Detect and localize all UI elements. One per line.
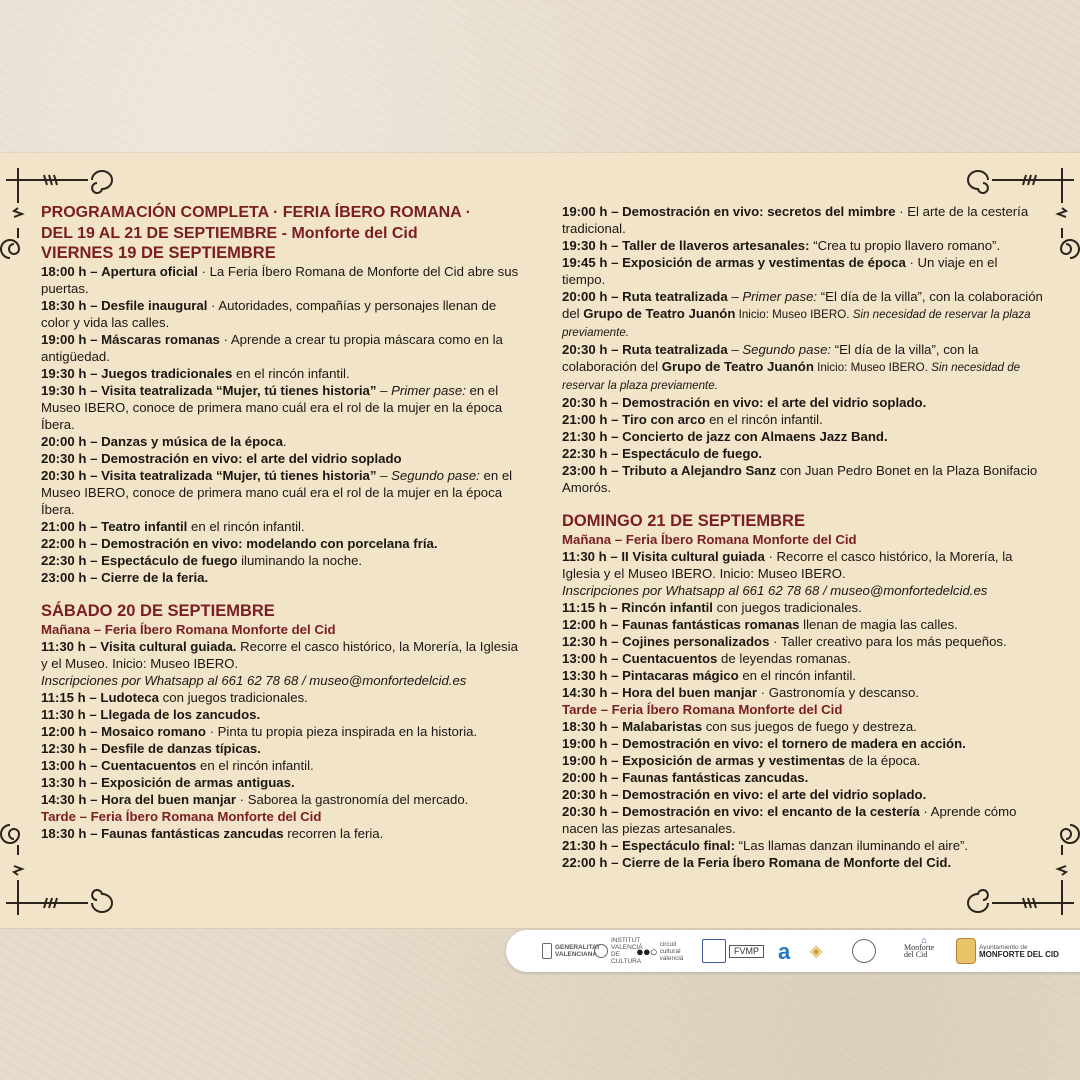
item-title: Ruta teatralizada	[622, 342, 728, 357]
item-title: Danzas y música de la época	[101, 434, 283, 449]
schedule-item	[41, 382, 519, 433]
item-title: Exposición de armas antiguas.	[101, 775, 295, 790]
item-description: con sus juegos de fuego y destreza.	[702, 719, 917, 734]
item-title: Demostración en vivo: el tornero de madera en acción.	[622, 736, 966, 751]
item-title: Demostración en vivo: el arte del vidrio soplado	[101, 451, 402, 466]
generalitat-icon	[542, 943, 552, 959]
item-time: 23:00 h –	[562, 463, 619, 478]
item-title: Desfile de danzas típicas.	[101, 741, 261, 756]
item-time: 20:00 h –	[562, 770, 619, 785]
item-small: Inicio: Museo IBERO.	[813, 361, 932, 374]
sabado-tarde-list	[41, 825, 519, 842]
item-description: · Un viaje en el tiempo.	[562, 255, 998, 287]
item-description-2: “El día de la villa”, con la colaboración del	[562, 342, 979, 374]
item-title: Cierre de la feria.	[101, 570, 209, 585]
schedule-item	[562, 445, 1044, 462]
schedule-item	[562, 341, 1044, 394]
item-description: · Aprende a crear tu propia máscara como en la antigüedad.	[41, 332, 503, 364]
diamond-icon: ◈	[810, 942, 823, 960]
schedule-item	[41, 740, 519, 757]
schedule-item	[41, 518, 519, 535]
item-description: con juegos tradicionales.	[159, 690, 308, 705]
item-time: 22:00 h –	[41, 536, 98, 551]
item-title: Juegos tradicionales	[101, 366, 233, 381]
item-title: Concierto de jazz con Almaens Jazz Band.	[622, 429, 888, 444]
item-title: Demostración en vivo: modelando con porcelana fría.	[101, 536, 438, 551]
item-time: 12:00 h –	[562, 617, 619, 632]
title-line-2: DEL 19 AL 21 DE SEPTIEMBRE - Monforte del Cid	[41, 225, 418, 242]
coat-of-arms-icon	[956, 938, 976, 964]
ayuntamiento-logo	[956, 937, 1066, 965]
item-time: 19:00 h –	[562, 204, 619, 219]
item-time: 19:45 h –	[562, 255, 619, 270]
schedule-item	[562, 854, 1044, 871]
item-title: Espectáculo de fuego.	[622, 446, 763, 461]
viernes-list	[41, 263, 519, 586]
item-time: 22:30 h –	[562, 446, 619, 461]
item-description: recorren la feria.	[283, 826, 384, 841]
item-time: 19:00 h –	[41, 332, 98, 347]
item-title-2: Grupo de Teatro Juanón	[583, 306, 736, 321]
circuit-logo	[636, 937, 696, 965]
item-title: Llegada de los zancudos.	[100, 707, 261, 722]
item-title: Faunas fantásticas zancudas	[101, 826, 284, 841]
item-note: Segundo pase:	[742, 342, 832, 357]
item-title: Visita cultural guiada.	[100, 639, 237, 654]
item-time: 12:30 h –	[41, 741, 98, 756]
item-time: 19:00 h –	[562, 753, 619, 768]
item-time: 13:00 h –	[41, 758, 98, 773]
item-description: –	[727, 342, 743, 357]
item-time: 20:30 h –	[562, 395, 619, 410]
schedule-item	[562, 667, 1044, 684]
ayuntamiento-text	[979, 944, 1059, 958]
day-heading-viernes: VIERNES 19 DE SEPTIEMBRE	[41, 244, 276, 262]
item-title: Faunas fantásticas zancudas.	[622, 770, 809, 785]
schedule-item	[562, 752, 1044, 769]
item-description: · Pinta tu propia pieza inspirada en la historia.	[205, 724, 478, 739]
item-description-2: “El día de la villa”, con la colaboración del	[562, 289, 1043, 321]
item-description: llenan de magia las calles.	[799, 617, 958, 632]
item-time: 20:30 h –	[41, 451, 98, 466]
schedule-item	[41, 774, 519, 791]
item-title: Cuentacuentos	[101, 758, 197, 773]
schedule-item	[562, 633, 1044, 650]
item-time: 20:30 h –	[562, 342, 619, 357]
schedule-item	[562, 735, 1044, 752]
item-time: 19:30 h –	[562, 238, 619, 253]
item-description: en el rincón infantil.	[187, 519, 305, 534]
item-title: Visita teatralizada “Mujer, tú tienes historia”	[101, 468, 377, 483]
schedule-item	[562, 394, 1044, 411]
item-time: 23:00 h –	[41, 570, 98, 585]
item-time: 11:30 h –	[41, 707, 97, 722]
item-note: – Segundo pase:	[376, 468, 480, 483]
schedule-item	[562, 684, 1044, 701]
item-title: Hora del buen manjar	[101, 792, 236, 807]
seal-logo	[852, 937, 892, 965]
item-time: 21:30 h –	[562, 429, 619, 444]
item-description: · Gastronomía y descanso.	[756, 685, 919, 700]
sabado-manana-list	[41, 638, 519, 808]
schedule-item	[562, 548, 1044, 582]
sabado-cont-list	[562, 203, 1044, 496]
schedule-item	[562, 288, 1044, 341]
item-registration-note: Inscripciones por Whatsapp al 661 62 78 68 / museo@monfortedelcid.es	[41, 673, 467, 688]
item-title: Exposición de armas y vestimentas	[622, 753, 845, 768]
item-time: 19:30 h –	[41, 366, 98, 381]
item-description: · El arte de la cestería tradicional.	[562, 204, 1029, 236]
item-title: Demostración en vivo: secretos del mimbre	[622, 204, 896, 219]
schedule-item	[562, 803, 1044, 837]
item-title-2: Grupo de Teatro Juanón	[661, 359, 814, 374]
item-time: 19:00 h –	[562, 736, 619, 751]
item-time: 14:30 h –	[562, 685, 619, 700]
item-description-2: en el Museo IBERO, conoce de primera mano cuál era el rol de la mujer en la época Íbera.	[41, 383, 503, 432]
schedule-item	[41, 723, 519, 740]
day-heading-domingo: DOMINGO 21 DE SEPTIEMBRE	[562, 512, 805, 530]
item-small: Inicio: Museo IBERO.	[735, 308, 853, 321]
section-manana-domingo: Mañana – Feria Íbero Romana Monforte del Cid	[562, 532, 857, 547]
item-title: Malabaristas	[622, 719, 703, 734]
item-title: Taller de llaveros artesanales:	[622, 238, 810, 253]
circuit-label: circuit cultural valencià	[659, 940, 684, 962]
generalitat-logo	[542, 937, 601, 965]
section-manana-sabado: Mañana – Feria Íbero Romana Monforte del Cid	[41, 622, 336, 637]
ayuntamiento-line-2: MONFORTE DEL CID	[979, 950, 1059, 959]
schedule-item	[41, 569, 519, 586]
schedule-item	[562, 599, 1044, 616]
ivc-logo	[594, 937, 643, 965]
schedule-item	[41, 365, 519, 382]
item-registration-note: Inscripciones por Whatsapp al 661 62 78 68 / museo@monfortedelcid.es	[562, 583, 988, 598]
item-time: 11:15 h –	[41, 690, 97, 705]
circuit-icon: ●●○	[636, 943, 657, 959]
item-time: 21:00 h –	[41, 519, 98, 534]
item-title: Demostración en vivo: el arte del vidrio soplado.	[622, 787, 927, 802]
item-description: · La Feria Íbero Romana de Monforte del Cid abre sus puertas.	[41, 264, 519, 296]
item-time: 12:00 h –	[41, 724, 98, 739]
item-small-note: Sin necesidad de reservar la plaza previamente.	[562, 361, 1021, 392]
item-time: 18:30 h –	[41, 298, 98, 313]
seal-icon	[852, 939, 876, 963]
ivc-icon	[594, 944, 608, 958]
item-description: con Juan Pedro Bonet en la Plaza Bonifacio Amorós.	[562, 463, 1038, 495]
schedule-item	[41, 450, 519, 467]
item-time: 22:30 h –	[41, 553, 98, 568]
item-title: Demostración en vivo: el arte del vidrio soplado.	[622, 395, 927, 410]
item-description: de la época.	[844, 753, 921, 768]
item-title: Tributo a Alejandro Sanz	[622, 463, 777, 478]
sponsor-logo-bar	[506, 930, 1080, 972]
domingo-tarde-list	[562, 718, 1044, 871]
schedule-item	[562, 254, 1044, 288]
item-description: “Crea tu propio llavero romano”.	[809, 238, 1001, 253]
fvmp-label: FVMP	[729, 945, 764, 958]
program-panel	[0, 153, 1080, 928]
domingo-manana-list	[562, 548, 1044, 701]
item-description: de leyendas romanas.	[717, 651, 851, 666]
page-title	[41, 202, 519, 244]
schedule-item	[562, 837, 1044, 854]
schedule-item	[562, 203, 1044, 237]
item-time: 21:00 h –	[562, 412, 619, 427]
schedule-item	[562, 616, 1044, 633]
alicante-logo	[778, 937, 802, 965]
item-title: Desfile inaugural	[101, 298, 208, 313]
item-time: 18:30 h –	[562, 719, 619, 734]
item-small-note: Sin necesidad de reservar la plaza previamente.	[562, 308, 1031, 339]
item-time: 13:30 h –	[562, 668, 619, 683]
item-title: Cierre de la Feria Íbero Romana de Monforte del Cid.	[622, 855, 952, 870]
tower-icon: ⌂	[921, 935, 927, 945]
schedule-item	[562, 718, 1044, 735]
item-description-2: en el Museo IBERO, conoce de primera mano cuál era el rol de la mujer en la época Íbera.	[41, 468, 513, 517]
schedule-item	[41, 331, 519, 365]
item-time: 11:30 h –	[562, 549, 618, 564]
ayuntamiento-line-1: Ayuntamiento de	[979, 944, 1028, 951]
ivc-label: INSTITUT VALENCIÀ DE CULTURA	[611, 937, 643, 965]
item-time: 14:30 h –	[41, 792, 98, 807]
item-title: Tiro con arco	[622, 412, 706, 427]
item-description: · Autoridades, compañías y personajes llenan de color y vida las calles.	[41, 298, 497, 330]
schedule-item	[41, 297, 519, 331]
item-description: Recorre el casco histórico, la Morería, la Iglesia y el Museo. Inicio: Museo IBERO.	[41, 639, 518, 671]
item-title: Cuentacuentos	[622, 651, 718, 666]
section-tarde-sabado: Tarde – Feria Íbero Romana Monforte del Cid	[41, 809, 322, 824]
item-note: Primer pase:	[742, 289, 818, 304]
schedule-item	[41, 706, 519, 723]
item-title: Ludoteca	[100, 690, 160, 705]
right-column	[562, 203, 1044, 871]
schedule-item	[562, 462, 1044, 496]
item-title: Pintacaras mágico	[622, 668, 739, 683]
item-description: .	[282, 434, 287, 449]
item-description: “Las llamas danzan iluminando el aire”.	[734, 838, 969, 853]
item-time: 18:00 h –	[41, 264, 98, 279]
item-time: 18:30 h –	[41, 826, 98, 841]
schedule-item	[41, 791, 519, 808]
item-title: Ruta teatralizada	[622, 289, 728, 304]
europe-flag-icon	[702, 939, 726, 963]
item-time: 20:30 h –	[41, 468, 98, 483]
monforte-brand-logo	[904, 937, 944, 965]
alicante-label: a	[778, 938, 791, 964]
item-title: Hora del buen manjar	[622, 685, 757, 700]
item-description: · Saborea la gastronomía del mercado.	[235, 792, 469, 807]
item-note: – Primer pase:	[376, 383, 466, 398]
item-title: Faunas fantásticas romanas	[622, 617, 800, 632]
item-time: 20:30 h –	[562, 804, 619, 819]
schedule-item	[41, 467, 519, 518]
item-title: Mosaico romano	[101, 724, 206, 739]
item-description: en el rincón infantil.	[738, 668, 856, 683]
item-title: Máscaras romanas	[101, 332, 220, 347]
schedule-item	[41, 638, 519, 672]
item-time: 21:30 h –	[562, 838, 619, 853]
item-description: con juegos tradicionales.	[712, 600, 862, 615]
section-tarde-domingo: Tarde – Feria Íbero Romana Monforte del Cid	[562, 702, 843, 717]
schedule-item	[562, 650, 1044, 667]
item-description: en el rincón infantil.	[196, 758, 314, 773]
item-title: II Visita cultural guiada	[621, 549, 765, 564]
schedule-item	[562, 237, 1044, 254]
item-description: en el rincón infantil.	[232, 366, 350, 381]
item-title: Cojines personalizados	[622, 634, 770, 649]
item-title: Visita teatralizada “Mujer, tú tienes historia”	[101, 383, 377, 398]
schedule-item	[562, 411, 1044, 428]
schedule-item	[41, 433, 519, 450]
item-description: en el rincón infantil.	[705, 412, 823, 427]
item-time: 20:00 h –	[41, 434, 98, 449]
diamond-logo	[810, 937, 844, 965]
title-line-1: PROGRAMACIÓN COMPLETA · FERIA ÍBERO ROMANA ·	[41, 204, 471, 221]
item-time: 11:30 h –	[41, 639, 97, 654]
item-time: 11:15 h –	[562, 600, 618, 615]
schedule-item	[41, 825, 519, 842]
item-title: Espectáculo final:	[622, 838, 735, 853]
item-time: 13:30 h –	[41, 775, 98, 790]
item-time: 19:30 h –	[41, 383, 98, 398]
fvmp-logo	[702, 937, 772, 965]
monforte-brand-label: Monforte del Cid	[904, 943, 935, 959]
item-time: 20:30 h –	[562, 787, 619, 802]
item-description: · Recorre el casco histórico, la Morería, la Iglesia y el Museo IBERO. Inicio: Museo IBERO.	[562, 549, 1013, 581]
item-description: · Taller creativo para los más pequeños.	[769, 634, 1007, 649]
item-description: iluminando la noche.	[237, 553, 363, 568]
item-title: Teatro infantil	[101, 519, 188, 534]
schedule-item	[41, 757, 519, 774]
item-time: 22:00 h –	[562, 855, 619, 870]
generalitat-label: GENERALITAT VALENCIANA	[555, 944, 601, 958]
schedule-item	[41, 552, 519, 569]
schedule-item	[562, 786, 1044, 803]
item-title: Rincón infantil	[621, 600, 713, 615]
item-description: –	[727, 289, 743, 304]
schedule-item	[41, 689, 519, 706]
schedule-item	[41, 263, 519, 297]
day-heading-sabado: SÁBADO 20 DE SEPTIEMBRE	[41, 602, 275, 620]
left-column	[41, 202, 519, 842]
schedule-item	[562, 428, 1044, 445]
item-title: Demostración en vivo: el encanto de la cestería	[622, 804, 920, 819]
item-time: 20:00 h –	[562, 289, 619, 304]
item-time: 13:00 h –	[562, 651, 619, 666]
item-description: · Aprende cómo nacen las piezas artesanales.	[562, 804, 1017, 836]
item-title: Espectáculo de fuego	[101, 553, 238, 568]
item-time: 12:30 h –	[562, 634, 619, 649]
item-title: Exposición de armas y vestimentas de época	[622, 255, 906, 270]
schedule-item	[562, 769, 1044, 786]
item-title: Apertura oficial	[101, 264, 198, 279]
schedule-item	[41, 535, 519, 552]
